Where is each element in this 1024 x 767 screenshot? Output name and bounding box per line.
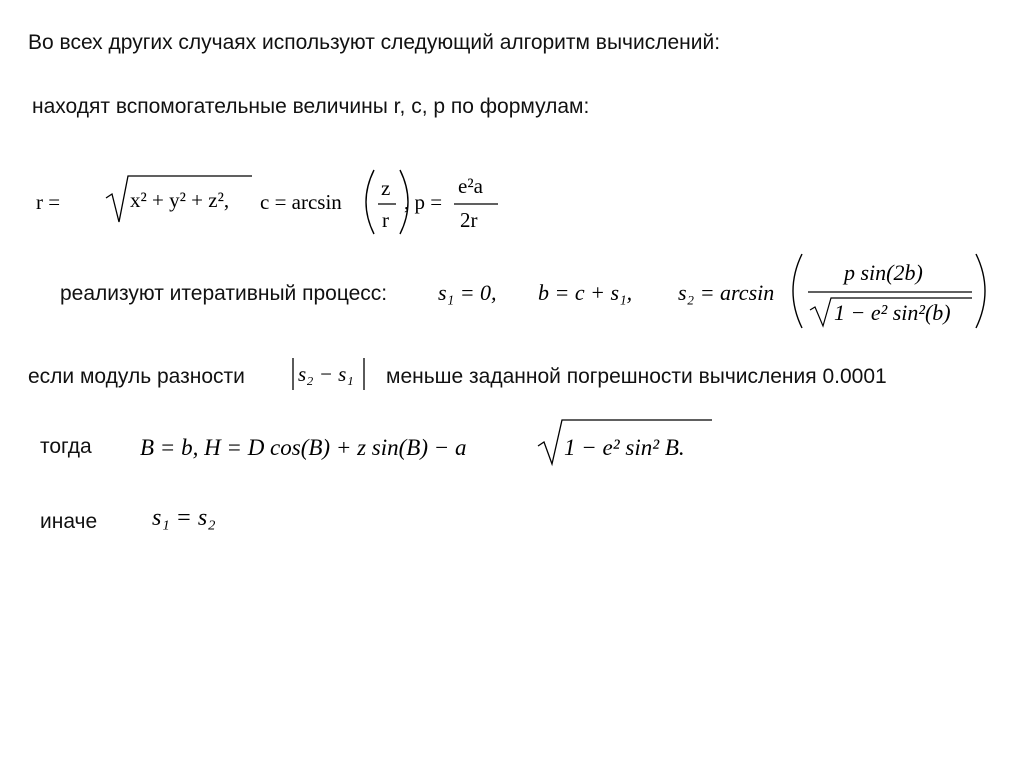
abs-difference (290, 356, 376, 392)
otherwise-label: иначе (40, 510, 98, 533)
b-equation: b = c + s₁, (538, 280, 633, 305)
p-fraction-denominator: 2r (460, 208, 478, 232)
p-definition: , p = (404, 190, 443, 214)
result-expression: B = b, H = D cos(B) + z sin(B) − a (140, 435, 467, 460)
abs-expression: s₂ − s₁ (298, 362, 354, 386)
c-fraction-denominator: r (382, 208, 389, 232)
intro-text: Во всех других случаях используют следующий алгоритм вычислений: (28, 31, 721, 54)
s1-equation: s₁ = 0, (438, 280, 497, 305)
p-fraction-numerator: e²a (458, 174, 483, 198)
tolerance-text: меньше заданной погрешности вычисления 0.0001 (386, 365, 887, 388)
formula-result (140, 416, 720, 468)
auxiliary-values-text: находят вспомогательные величины r, c, p по формулам: (32, 95, 590, 118)
formula-r-c-p (36, 168, 496, 238)
formula-reassign: s₁ = s₂ (152, 505, 216, 531)
formula-iteration (438, 250, 990, 332)
c-fraction-numerator: z (381, 176, 391, 200)
iteration-denominator: 1 − e² sin²(b) (834, 300, 951, 325)
r-radicand: x² + y² + z², (130, 188, 230, 212)
then-label: тогда (40, 435, 92, 458)
result-radicand: 1 − e² sin² B. (564, 435, 685, 460)
r-lhs: r = (36, 190, 61, 214)
s2-definition: s₂ = arcsin (678, 280, 775, 305)
iteration-numerator: p sin(2b) (844, 260, 923, 285)
c-definition: c = arcsin (260, 190, 342, 214)
difference-modulus-text: если модуль разности (28, 365, 245, 388)
iterative-process-text: реализуют итеративный процесс: (60, 282, 388, 305)
